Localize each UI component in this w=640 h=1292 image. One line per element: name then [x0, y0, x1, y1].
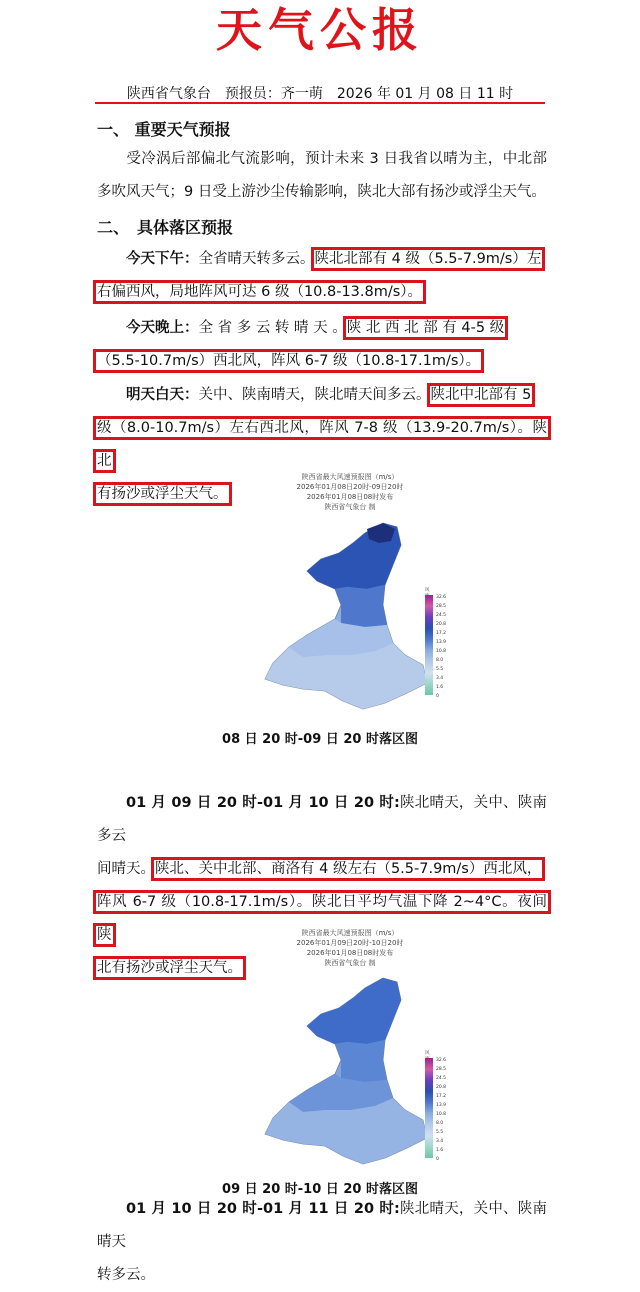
map1-title: 陕西省最大风速预报图（m/s） [301, 473, 399, 481]
afternoon-label: 今天下午： [126, 251, 199, 267]
wind-map-1 [250, 472, 450, 512]
map2-legend-v11: 0 [436, 1157, 439, 1162]
jan09-label: 01 月 09 日 20 时-01 月 10 日 20 时: [126, 795, 400, 811]
evening-paragraph [97, 312, 547, 378]
evening-highlight-2: （5.5-10.7m/s）西北风，阵风 6-7 级（10.8-17.1m/s）。 [97, 353, 481, 369]
jan10-paragraph [97, 1193, 547, 1292]
map1-producer: 陕西省气象台 制 [324, 503, 376, 511]
map2-legend-v8: 5.5 [436, 1130, 444, 1135]
map1-legend-v9: 3.4 [436, 676, 444, 681]
map2-legend-v7: 8.0 [436, 1121, 444, 1126]
jan09-highlight-1: 陕北、关中北部、商洛有 4 级左右（5.5-7.9m/s）西北风， [155, 861, 542, 877]
section-heading-2: 二、 具体落区预报 [97, 218, 234, 237]
afternoon-highlight-1: 陕北北部有 4 级（5.5-7.9m/s）左 [314, 251, 542, 267]
tomorrow-highlight-3: 有扬沙或浮尘天气。 [97, 486, 228, 502]
map2-issued: 2026年01月08日08时发布 [306, 949, 394, 957]
header-divider [95, 102, 545, 104]
map1-caption: 08 日 20 时-09 日 20 时落区图 [222, 732, 418, 747]
section-heading-1: 一、 重要天气预报 [97, 120, 231, 139]
tomorrow-text: 关中、陕南晴天，陕北晴天间多云。 [198, 387, 431, 403]
map1-legend-v4: 17.2 [436, 631, 447, 636]
map1-legend-v0: 32.6 [436, 595, 447, 600]
jan09-highlight-2: 阵风 6-7 级（10.8-17.1m/s）。陕北日平均气温下降 2~4°C。夜间陕 [97, 894, 547, 943]
map1-legend-unit: 风 [425, 588, 430, 593]
map1-legend-v2: 24.5 [436, 613, 447, 618]
map2-legend-v2: 24.5 [436, 1076, 447, 1081]
map2-legend-v10: 1.6 [436, 1148, 444, 1153]
jan10-label: 01 月 10 日 20 时-01 月 11 日 20 时: [126, 1201, 400, 1217]
map2-legend-v1: 28.5 [436, 1067, 447, 1072]
wind-map-2 [250, 928, 450, 968]
map1-legend-v7: 8.0 [436, 658, 444, 663]
map1-legend-v5: 13.9 [436, 640, 447, 645]
bulletin-title: 天气公报 [216, 3, 424, 57]
map2-legend-bar [425, 1058, 433, 1158]
map2-caption: 09 日 20 时-10 日 20 时落区图 [222, 1182, 418, 1197]
map2-legend-v3: 20.8 [436, 1085, 447, 1090]
map1-legend-v11: 0 [436, 694, 439, 699]
map1-legend-v3: 20.8 [436, 622, 447, 627]
map2-legend-v9: 3.4 [436, 1139, 444, 1144]
evening-label: 今天晚上： [126, 320, 199, 336]
tomorrow-highlight-2: 级（8.0-10.7m/s）左右西北风，阵风 7-8 级（13.9-20.7m/s）。陕北 [97, 420, 547, 469]
evening-highlight-1: 陕 北 西 北 部 有 4-5 级 [346, 320, 505, 336]
section1-paragraph [97, 143, 547, 209]
jan09-text-2: 间晴天。 [97, 861, 155, 877]
map1-legend-bar [425, 595, 433, 695]
afternoon-highlight-2: 右偏西风，局地阵风可达 6 级（10.8-13.8m/s）。 [97, 284, 423, 300]
section1-text: 受冷涡后部偏北气流影响，预计未来 3 日我省以晴为主，中北部多吹风天气；9 日受上游沙尘传输影响，陕北大部有扬沙或浮尘天气。 [97, 151, 547, 200]
map1-legend-v8: 5.5 [436, 667, 444, 672]
afternoon-text: 全省晴天转多云。 [198, 251, 315, 267]
map2-legend-v0: 32.6 [436, 1058, 447, 1063]
map1-issued: 2026年01月08日08时发布 [306, 493, 394, 501]
map1-period: 2026年01月08日20时-09日20时 [296, 483, 404, 491]
map1-legend-v10: 1.6 [436, 685, 444, 690]
map2-legend-v5: 13.9 [436, 1103, 447, 1108]
map2-legend-unit: 风 [425, 1051, 430, 1056]
map2-legend-v6: 10.8 [436, 1112, 447, 1117]
map1-legend-v1: 28.5 [436, 604, 447, 609]
jan09-highlight-3: 北有扬沙或浮尘天气。 [97, 960, 242, 976]
map2-period: 2026年01月09日20时-10日20时 [296, 939, 404, 947]
jan10-text-2: 转多云。 [97, 1267, 155, 1283]
map1-legend-v6: 10.8 [436, 649, 447, 654]
map2-legend-v4: 17.2 [436, 1094, 447, 1099]
jan10-text-1: 陕北晴天，关中、陕南晴天 [97, 1201, 547, 1250]
jan09-text-1: 陕北晴天，关中、陕南多云 [97, 795, 547, 844]
afternoon-paragraph [97, 243, 547, 309]
map2-producer: 陕西省气象台 制 [324, 959, 376, 967]
tomorrow-label: 明天白天： [126, 387, 199, 403]
map2-title: 陕西省最大风速预报图（m/s） [301, 929, 399, 937]
evening-text: 全 省 多 云 转 晴 天 。 [198, 320, 347, 336]
tomorrow-highlight-1: 陕北中北部有 5 [430, 387, 532, 403]
byline: 陕西省气象台 预报员：齐一萌 2026 年 01 月 08 日 11 时 [126, 86, 514, 102]
